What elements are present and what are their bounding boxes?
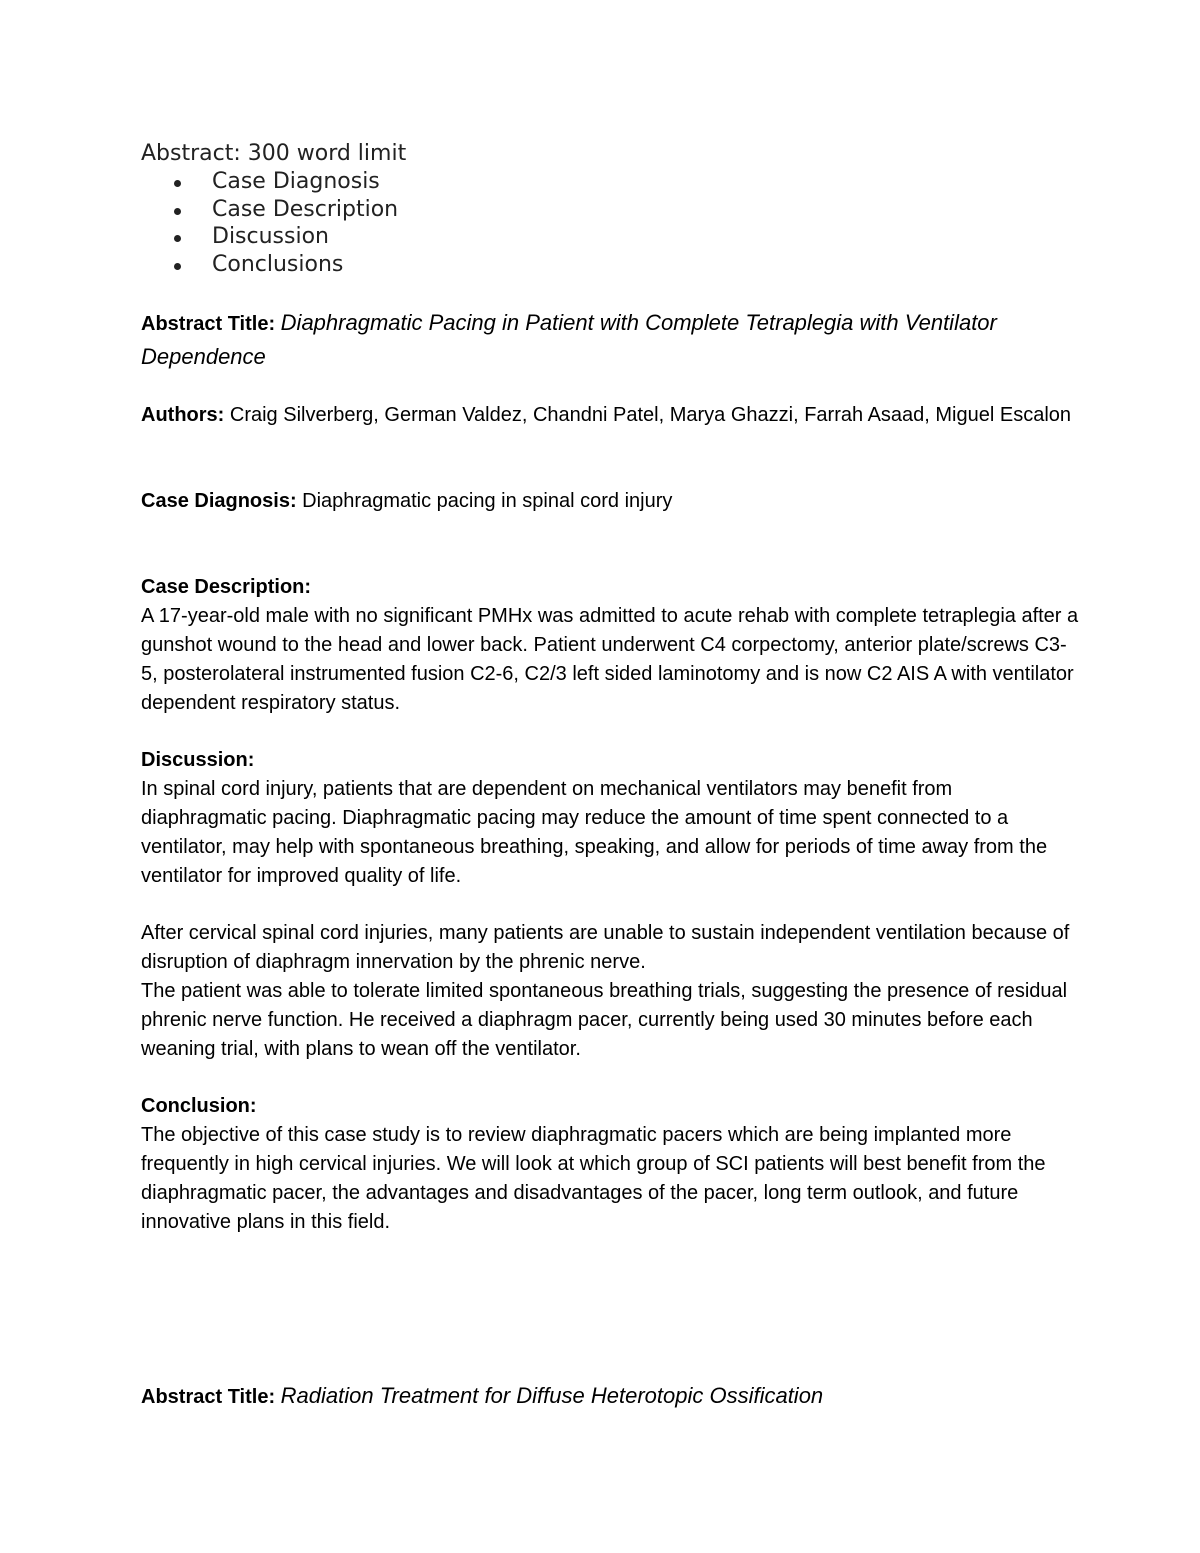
- case-diagnosis-label: Case Diagnosis:: [141, 490, 297, 512]
- abstract-title-block: [141, 306, 1081, 374]
- template-heading: Abstract: 300 word limit: [141, 141, 407, 166]
- discussion-label: Discussion:: [141, 749, 255, 771]
- bullet-icon: [174, 263, 181, 270]
- template-item-case-diagnosis: Case Diagnosis: [141, 168, 1081, 196]
- discussion-block: [141, 746, 1081, 891]
- bullet-icon: [174, 180, 181, 187]
- discussion-continued-block: [141, 919, 1081, 1064]
- authors-list: Craig Silverberg, German Valdez, Chandni Patel, Marya Ghazzi, Farrah Asaad, Miguel Escalon: [229, 404, 1072, 426]
- authors-block: [141, 401, 1081, 430]
- template-item-discussion: Discussion: [141, 223, 1081, 251]
- conclusion-text: The objective of this case study is to review diaphragmatic pacers which are being implanted more frequently in high cervical injuries. We will look at which group of SCI patients will best benefit from the diaphragmatic pacer, the advantages and disadvantages of the pacer, long term outlook, and future innovative plans in this field.: [141, 1124, 1046, 1233]
- template-section-list: [141, 168, 1081, 278]
- abstract-template-header: [141, 140, 1081, 278]
- case-description-text: A 17-year-old male with no significant PMHx was admitted to acute rehab with complete tetraplegia after a gunshot wound to the head and lower back. Patient underwent C4 corpectomy, anterior plate/screws C3-5, posterolateral instrumented fusion C2-6, C2/3 left sided laminotomy and is now C2 AIS A with ventilator dependent respiratory status.: [141, 605, 1079, 714]
- discussion-paragraph-1: In spinal cord injury, patients that are dependent on mechanical ventilators may benefit from diaphragmatic pacing. Diaphragmatic pacing may reduce the amount of time spent connected to a ventilator, may help with spontaneous breathing, speaking, and allow for periods of time away from the ventilator for improved quality of life.: [141, 778, 1048, 887]
- abstract-title: Diaphragmatic Pacing in Patient with Complete Tetraplegia with Ventilator Dependence: [141, 310, 997, 369]
- abstract-title-label: Abstract Title:: [141, 313, 276, 335]
- discussion-paragraph-2: After cervical spinal cord injuries, many patients are unable to sustain independent ventilation because of disruption of diaphragm innervation by the phrenic nerve.: [141, 922, 1070, 973]
- conclusion-label: Conclusion:: [141, 1095, 257, 1117]
- case-diagnosis-block: [141, 487, 1081, 516]
- second-abstract-title: Radiation Treatment for Diffuse Heterotopic Ossification: [280, 1383, 824, 1408]
- second-abstract-title-block: [141, 1379, 1081, 1413]
- bullet-icon: [174, 208, 181, 215]
- case-description-label: Case Description:: [141, 576, 312, 598]
- discussion-paragraph-3: The patient was able to tolerate limited spontaneous breathing trials, suggesting the presence of residual phrenic nerve function. He received a diaphragm pacer, currently being used 30 minutes before each weaning trial, with plans to wean off the ventilator.: [141, 980, 1068, 1060]
- bullet-icon: [174, 235, 181, 242]
- case-description-block: [141, 573, 1081, 718]
- authors-label: Authors:: [141, 404, 225, 426]
- template-item-conclusions: Conclusions: [141, 251, 1081, 279]
- second-abstract-title-label: Abstract Title:: [141, 1386, 276, 1408]
- template-item-case-description: Case Description: [141, 196, 1081, 224]
- conclusion-block: [141, 1092, 1081, 1237]
- case-diagnosis-text: Diaphragmatic pacing in spinal cord injury: [302, 490, 673, 512]
